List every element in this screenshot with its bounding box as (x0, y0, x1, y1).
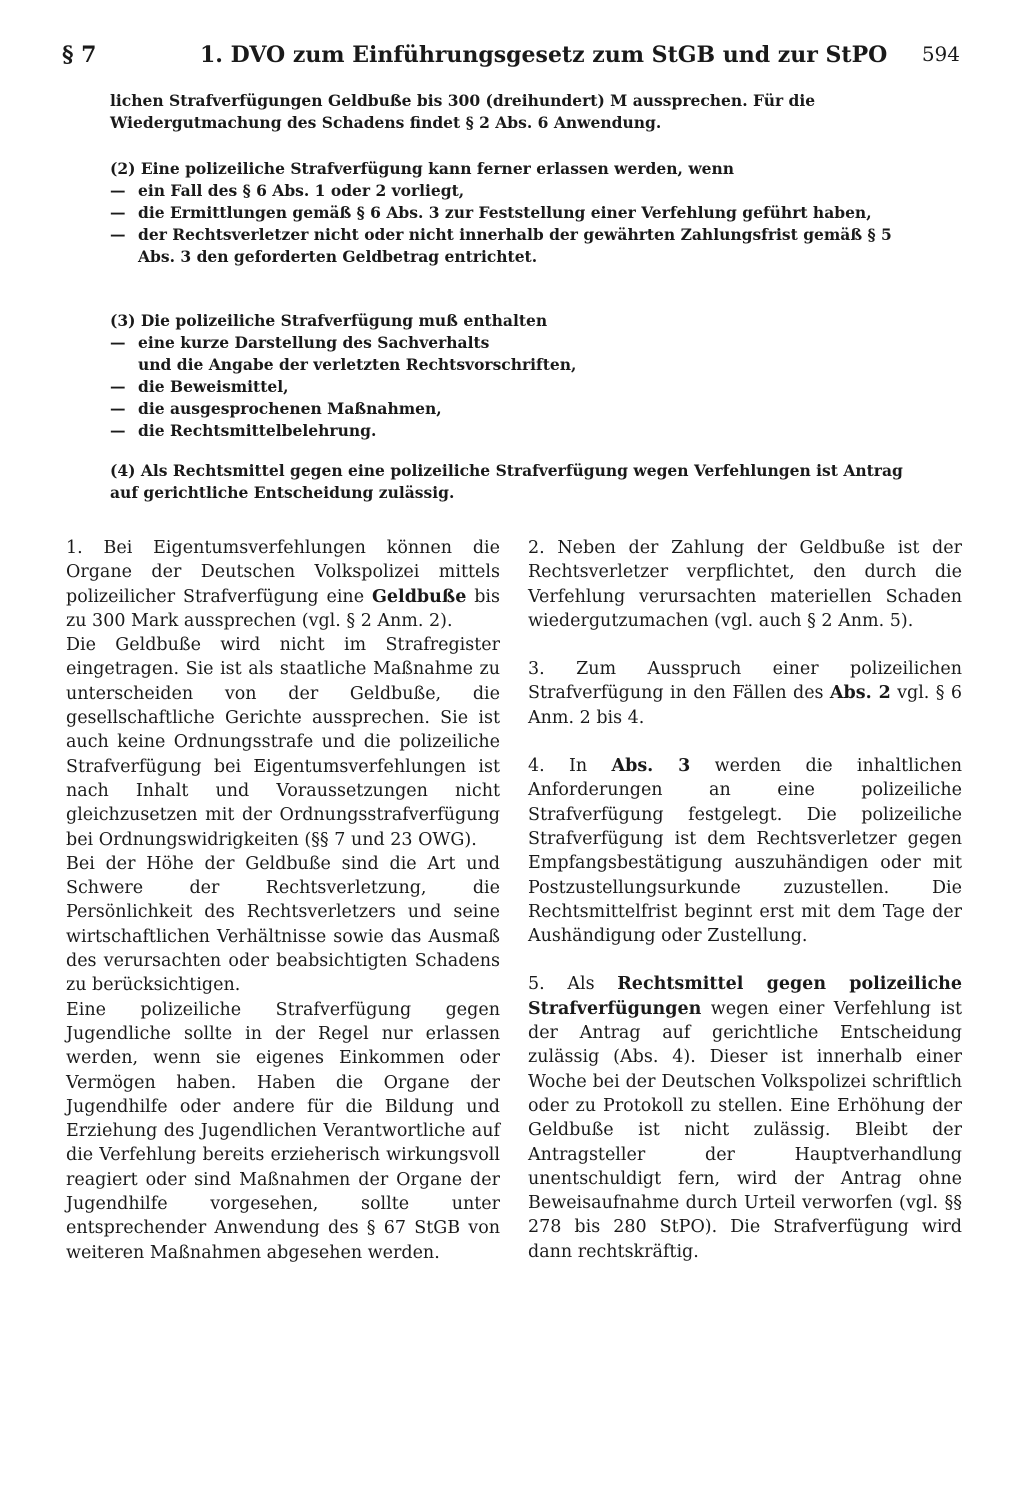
law-para3-item: — eine kurze Darstellung des Sachverhalts (110, 333, 490, 352)
note-3: 3. Zum Ausspruch einer polizeilichen Strafverfügung in den Fällen des Abs. 2 vgl. § 6 Anm. 2 bis 4. (528, 659, 962, 728)
law-para2-lead: (2) Eine polizeiliche Strafverfügung kann ferner erlassen werden, wenn (110, 159, 735, 178)
law-intro-text: lichen Strafverfügungen Geldbuße bis 300 (dreihundert) M aussprechen. Für die Wiedergutmachung des Schadens findet § 2 Abs. 6 Anwendung. (110, 91, 816, 132)
page-number: 594 (921, 42, 960, 66)
note-1-paragraph: Bei der Höhe der Geldbuße sind die Art und Schwere der Rechtsverletzung, die Persönlichkeit des Rechtsverletzers und seine wirtschaftlichen Verhältnisse sowie das Ausmaß des verursachten oder beabsichtigten Schadens zu berücksichtigen. (66, 853, 500, 996)
note-2: 2. Neben der Zahlung der Geldbuße ist der Rechtsverletzer verpflichtet, den durch die Verfehlung verursachten materiellen Schaden wiedergutzumachen (vgl. auch § 2 Anm. 5). (528, 538, 962, 631)
running-title: 1. DVO zum Einführungsgesetz zum StGB und zur StPO (200, 42, 888, 68)
law-paragraph-intro (110, 90, 930, 134)
note-1-paragraph: Eine polizeiliche Strafverfügung gegen Jugendliche sollte in der Regel nur erlassen werden, wenn sie eigenes Einkommen oder Vermögen haben. Haben die Organe der Jugendhilfe oder andere für die Bildung und Erziehung des Jugendlichen Verantwortliche auf die Verfehlung bereits erzieherisch wirkungsvoll reagiert oder sind Maßnahmen der Organe der Jugendhilfe vorgesehen, sollte unter entsprechender Anwendung des § 67 StGB von weiteren Maßnahmen abgesehen werden. (66, 999, 500, 1263)
law-para3-item-continuation: und die Angabe der verletzten Rechtsvorschriften, (138, 355, 577, 374)
note-1-paragraph: Die Geldbuße wird nicht im Strafregister eingetragen. Sie ist als staatliche Maßnahme zu unterscheiden von der Geldbuße, die gesellschaftliche Gerichte aussprechen. Sie ist auch keine Ordnungsstrafe und die polizeiliche Strafverfügung bei Eigentumsverfehlungen ist nach Inhalt und Voraussetzungen nicht gleichzusetzen mit der Ordnungsstrafverfügung bei Ordnungswidrigkeiten (§§ 7 und 23 OWG). (66, 635, 500, 850)
law-para2-item: — ein Fall des § 6 Abs. 1 oder 2 vorliegt, (110, 181, 465, 200)
commentary-column-left (66, 536, 500, 1265)
note-4: 4. In Abs. 3 werden die inhaltlichen Anforderungen an eine polizeiliche Strafverfügung festgelegt. Die polizeiliche Strafverfügung ist dem Rechtsverletzer gegen Empfangsbestätigung auszuhändigen oder mit Postzustellungsurkunde zuzustellen. Die Rechtsmittelfrist beginnt erst mit dem Tage der Aushändigung oder Zustellung. (528, 756, 963, 947)
law-paragraph-3 (110, 310, 930, 442)
law-paragraph-2 (110, 158, 930, 268)
section-number: § 7 (62, 42, 97, 68)
law-paragraph-4 (110, 460, 930, 504)
note-1-paragraph: 1. Bei Eigentumsverfehlungen können die Organe der Deutschen Volkspolizei mittels polizeilicher Strafverfügung eine Geldbuße bis zu 300 Mark aussprechen (vgl. § 2 Anm. 2). (66, 538, 501, 631)
note-5: 5. Als Rechtsmittel gegen polizeiliche Strafverfügungen wegen einer Verfehlung ist der Antrag auf gerichtliche Entscheidung zulässig (Abs. 4). Dieser ist innerhalb einer Woche bei der Deutschen Volkspolizei schriftlich oder zu Protokoll zu stellen. Eine Erhöhung der Geldbuße ist nicht zulässig. Bleibt der Antragsteller der Hauptverhandlung unentschuldigt fern, wird der Antrag ohne Beweisaufnahme durch Urteil verworfen (vgl. §§ 278 bis 280 StPO). Die Strafverfügung wird dann rechtskräftig. (528, 974, 962, 1262)
commentary-column-right (528, 536, 962, 1264)
law-para3-lead: (3) Die polizeiliche Strafverfügung muß enthalten (110, 311, 548, 330)
law-para3-item: — die ausgesprochenen Maßnahmen, (110, 399, 442, 418)
page-header (62, 42, 962, 82)
law-para4-text: (4) Als Rechtsmittel gegen eine polizeiliche Strafverfügung wegen Verfehlungen ist Antrag auf gerichtliche Entscheidung zulässig. (110, 461, 903, 502)
law-para3-item: — die Rechtsmittelbelehrung. (110, 421, 377, 440)
law-para2-item: — die Ermittlungen gemäß § 6 Abs. 3 zur Feststellung einer Verfehlung geführt haben, (110, 203, 872, 222)
law-para3-item: — die Beweismittel, (110, 377, 289, 396)
law-para2-item: — der Rechtsverletzer nicht oder nicht innerhalb der gewährten Zahlungsfrist gemäß § 5 Abs. 3 den geforderten Geldbetrag entrichtet. (110, 225, 892, 266)
